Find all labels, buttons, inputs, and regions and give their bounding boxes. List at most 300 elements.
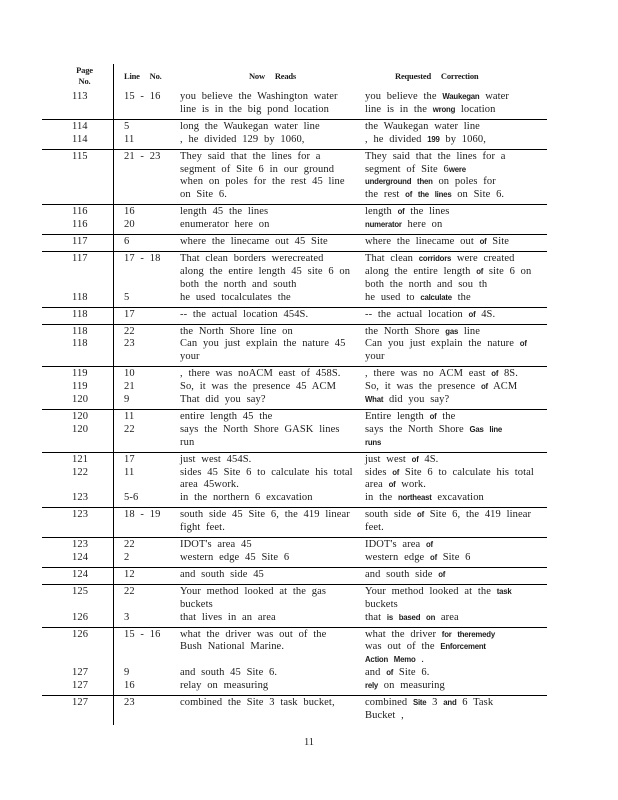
text-line [180,586,365,599]
table-row [42,338,547,364]
text-segment: 113 [72,91,88,102]
text-segment: , there was noACM east of 458S. [180,368,341,380]
text-line [365,612,547,625]
requested-correction-cell [365,292,547,305]
line-no-cell [113,569,180,582]
text-line [365,266,547,279]
requested-correction-cell [365,424,547,450]
text-line [124,394,180,407]
text-segment: Can you just explain the nature [365,338,520,350]
corrected-word: northeast [397,493,432,503]
now-reads-cell [180,454,365,467]
text-line [365,411,547,424]
text-segment: says the North Shore [365,423,470,435]
text-segment: , there was no ACM east [365,368,492,380]
now-reads-cell [180,381,365,394]
text-segment: fight feet. [180,522,225,534]
text-segment: he used to [365,291,421,303]
text-segment: and [365,667,387,679]
line-no-cell [113,454,180,467]
text-line [365,381,547,394]
page-no-cell [42,492,113,505]
page-no-cell [42,569,113,582]
text-line [124,151,180,164]
text-line [365,479,547,492]
text-segment: western edge 45 Site 6 [180,552,290,563]
text-line [180,454,365,467]
corrected-word: numerator [365,220,402,230]
text-segment: length 45 the lines [180,206,269,218]
header-page-line1: Page [76,65,93,75]
text-segment: 114 [72,133,88,145]
text-segment: 5-6 [124,492,139,504]
text-line [180,509,365,522]
text-line [180,236,365,249]
text-line [72,292,113,305]
requested-correction-cell [365,134,547,147]
corrected-word: Action [365,655,389,665]
page-no-cell [42,206,113,219]
text-line [365,522,547,535]
row-group [42,366,547,409]
text-segment: 127 [72,697,89,709]
text-line [72,151,113,164]
corrected-word: Gas [469,424,484,434]
text-line [180,569,365,582]
text-line [180,189,365,202]
text-line [180,424,365,437]
requested-correction-cell [365,680,547,693]
text-segment: 5 [124,120,130,132]
line-no-cell [113,552,180,565]
text-line [365,236,547,249]
text-segment: in the northern 6 excavation [180,492,313,504]
text-line [124,411,180,424]
text-segment: you believe the [365,91,443,102]
table-row [42,586,547,612]
text-segment: that [365,611,387,623]
text-line [365,351,547,364]
text-segment: 124 [72,568,89,580]
text-line [365,164,547,177]
requested-correction-cell [365,552,547,565]
text-line [124,467,180,480]
line-no-cell [113,236,180,249]
text-segment: Entire length [365,410,430,422]
page-no-cell [42,454,113,467]
text-line [365,151,547,164]
now-reads-cell [180,467,365,493]
text-line [124,236,180,249]
text-segment: 10 [124,368,135,380]
page-no-cell [42,411,113,424]
corrected-word: were [448,164,466,174]
text-line [180,539,365,552]
text-line [124,338,180,351]
text-line [180,338,365,351]
text-segment: that lives in an area [180,611,276,623]
page-no-cell [42,667,113,680]
text-segment: segment of Site 6 in our ground [180,163,335,175]
text-line [365,569,547,582]
text-line [365,326,547,339]
corrected-word: of [417,510,424,520]
line-no-cell [113,292,180,305]
text-line [72,569,113,582]
text-line [180,492,365,505]
text-segment: sides [365,466,393,478]
requested-correction-cell [365,368,547,381]
text-segment: 21 [124,381,135,393]
page-no-cell [42,539,113,552]
text-segment: area [435,611,459,623]
text-segment: 5 [124,291,130,303]
text-segment: both the north and south [180,278,297,290]
text-line [180,164,365,177]
corrected-word: and [443,698,457,708]
text-line [72,91,113,104]
line-no-cell [113,381,180,394]
text-line [124,121,180,134]
requested-correction-cell [365,697,547,723]
text-line [72,697,113,710]
corrected-word: of [491,369,499,379]
text-segment: the lines [404,206,450,218]
text-line [180,411,365,424]
corrected-word: of [386,668,394,678]
text-segment: says the North Shore GASK lines [180,423,340,435]
text-segment: the [436,410,456,422]
text-segment: area 45work. [180,479,240,491]
row-group [42,307,547,324]
table-row [42,569,547,582]
text-segment: Bush National Marine. [180,641,285,653]
text-line [72,381,113,394]
corrected-word: of [476,266,484,276]
table-row [42,91,547,117]
text-segment: both the north and sou th [365,278,488,290]
page-number: 11 [303,737,315,748]
text-segment: 123 [72,509,89,521]
requested-correction-cell [365,539,547,552]
header-page-line2: No. [78,76,91,86]
text-line [180,680,365,693]
corrected-word: lines [434,190,452,200]
text-segment: 127 [72,680,89,692]
table-row [42,680,547,693]
page-no-cell [42,467,113,480]
text-line [180,479,365,492]
text-line [365,599,547,612]
now-reads-cell [180,552,365,565]
text-segment: 117 [72,252,88,264]
text-line [180,667,365,680]
text-line [72,612,113,625]
text-segment: when on poles for the rest 45 line [180,176,345,188]
page-no-cell [42,381,113,394]
page-no-cell [42,612,113,625]
table-row [42,411,547,424]
now-reads-cell [180,309,365,322]
text-line [72,667,113,680]
text-segment: Site 6. [393,667,430,679]
text-segment: water [479,91,510,102]
text-segment: 15 - 16 [124,91,161,102]
line-no-cell [113,629,180,642]
text-segment: on poles for [432,176,496,188]
text-line [124,368,180,381]
text-line [124,219,180,232]
text-line [365,368,547,381]
text-segment: 116 [72,206,88,218]
text-segment: were created [451,252,515,264]
page-no-cell [42,586,113,599]
table-row [42,292,547,305]
table-row [42,424,547,450]
text-line [180,253,365,266]
text-line [180,326,365,339]
table-row [42,467,547,493]
text-line [72,368,113,381]
text-segment: 4S. [475,308,496,320]
text-segment: -- the actual location 454S. [180,308,309,320]
page-no-cell [42,394,113,407]
page-no-cell [42,424,113,437]
row-group [42,204,547,234]
text-line [72,309,113,322]
corrected-word: Enforcement [440,642,486,652]
requested-correction-cell [365,206,547,219]
corrected-word: What [365,395,384,405]
table-row [42,629,547,668]
text-segment: excavation [431,492,484,504]
line-no-cell [113,467,180,480]
text-line [124,492,180,505]
row-group [42,409,547,452]
text-segment: on Site 6. [180,189,227,201]
text-line [180,91,365,104]
text-segment: Your method looked at the [365,585,497,597]
text-segment: where the linecame out 45 Site [180,236,328,248]
text-line [72,629,113,642]
now-reads-cell [180,509,365,535]
text-segment: Bucket , [365,709,404,721]
corrected-word: of [397,207,405,217]
text-line [72,539,113,552]
corrected-word: based [398,612,421,622]
text-segment: just west 454S. [180,453,252,465]
now-reads-cell [180,667,365,680]
text-segment: 123 [72,539,89,551]
now-reads-cell [180,236,365,249]
requested-correction-cell [365,151,547,203]
text-segment: 3 [426,697,444,709]
text-segment: along the entire length 45 site 6 on [180,265,351,277]
header-line-no: Line No. [124,71,162,81]
requested-correction-cell [365,586,547,612]
text-segment: IDOT's area 45 [180,539,252,551]
text-segment: what the driver was out of the [180,628,327,640]
text-segment: here on [401,219,443,231]
text-line [365,189,547,202]
line-no-cell [113,680,180,693]
text-line [365,134,547,147]
text-line [124,629,180,642]
text-segment: 15 - 16 [124,628,161,640]
page-no-cell [42,338,113,351]
text-segment: 17 - 18 [124,252,161,264]
text-line [124,381,180,394]
text-line [180,437,365,450]
requested-correction-cell [365,629,547,668]
text-segment: 6 Task [456,697,494,709]
corrected-word: wrong [432,104,456,114]
text-line [180,381,365,394]
row-group [42,251,547,307]
text-line [365,710,547,723]
text-line [365,437,547,450]
text-line [365,454,547,467]
requested-correction-cell [365,394,547,407]
text-line [180,467,365,480]
text-segment: the North Shore [365,325,446,337]
corrected-word: gas [445,326,459,336]
row-group [42,90,547,119]
text-segment: 12 [124,568,135,580]
row-group [42,507,547,537]
text-line [180,266,365,279]
page-no-cell [42,552,113,565]
now-reads-cell [180,121,365,134]
text-segment: 117 [72,236,88,248]
text-segment: location [455,103,496,115]
text-segment: 3 [124,611,130,623]
text-segment: line [458,325,481,337]
requested-correction-cell [365,381,547,394]
text-line [180,219,365,232]
corrected-word: of [405,190,413,200]
now-reads-cell [180,539,365,552]
now-reads-cell [180,206,365,219]
corrected-word: of [479,237,487,247]
corrected-word: rely [365,681,379,691]
corrected-word: of [425,540,433,550]
now-reads-cell [180,253,365,292]
requested-correction-cell [365,121,547,134]
text-segment: in the [365,492,398,504]
corrected-word: Waukegan [442,92,480,101]
text-segment: 11 [124,466,135,478]
text-segment: 116 [72,219,88,231]
line-no-cell [113,326,180,339]
text-segment: 11 [124,133,135,145]
table-row [42,253,547,292]
text-segment: combined the Site 3 task bucket, [180,697,335,709]
text-segment: your [365,351,385,363]
table-row [42,134,547,147]
text-line [72,492,113,505]
text-line [72,424,113,437]
text-segment: 20 [124,219,135,231]
text-segment: 120 [72,423,89,435]
corrected-word: Memo [393,655,416,665]
text-segment: line is in the [365,103,433,115]
text-segment: . [415,654,424,666]
text-segment: was out of the [365,641,441,653]
requested-correction-cell [365,612,547,625]
text-segment: work. [395,479,427,491]
text-line [180,368,365,381]
table-row [42,539,547,552]
row-group [42,567,547,584]
text-segment: 8S. [498,368,518,380]
text-segment: 2 [124,552,130,563]
text-line [180,552,365,565]
line-no-cell [113,492,180,505]
table-row [42,492,547,505]
text-line [72,680,113,693]
now-reads-cell [180,569,365,582]
text-line [72,454,113,467]
text-line [180,279,365,292]
text-line [365,206,547,219]
text-line [365,121,547,134]
corrected-word: of [388,480,396,490]
text-segment: , he divided 129 by 1060, [180,133,305,145]
corrected-word: of [438,569,446,579]
text-line [124,91,180,104]
text-line [365,680,547,693]
text-line [180,206,365,219]
text-line [124,680,180,693]
line-no-cell [113,424,180,437]
corrected-word: of [480,382,488,392]
text-line [124,309,180,322]
text-segment: on Site 6. [451,189,505,201]
text-segment: 22 [124,539,135,551]
text-line [365,394,547,407]
page-no-cell [42,509,113,522]
text-segment: the North Shore line on [180,325,293,337]
page-no-cell [42,134,113,147]
now-reads-cell [180,338,365,364]
text-segment: 23 [124,697,135,709]
page-no-cell [42,151,113,164]
requested-correction-cell [365,569,547,582]
text-line [365,654,547,667]
text-line [124,586,180,599]
table-row [42,309,547,322]
text-line [180,134,365,147]
text-line [124,612,180,625]
text-segment: 118 [72,325,88,337]
now-reads-cell [180,151,365,203]
text-line [365,104,547,117]
row-group [42,695,547,725]
text-segment: 126 [72,611,89,623]
text-segment: on measuring [378,680,445,692]
row-group [42,537,547,567]
text-segment: Can you just explain the nature 45 [180,338,346,350]
page-no-cell [42,629,113,642]
requested-correction-cell [365,309,547,322]
text-line [72,253,113,266]
text-segment: 4S. [418,453,439,465]
line-no-cell [113,368,180,381]
requested-correction-cell [365,91,547,117]
text-line [72,509,113,522]
page-no-cell [42,121,113,134]
